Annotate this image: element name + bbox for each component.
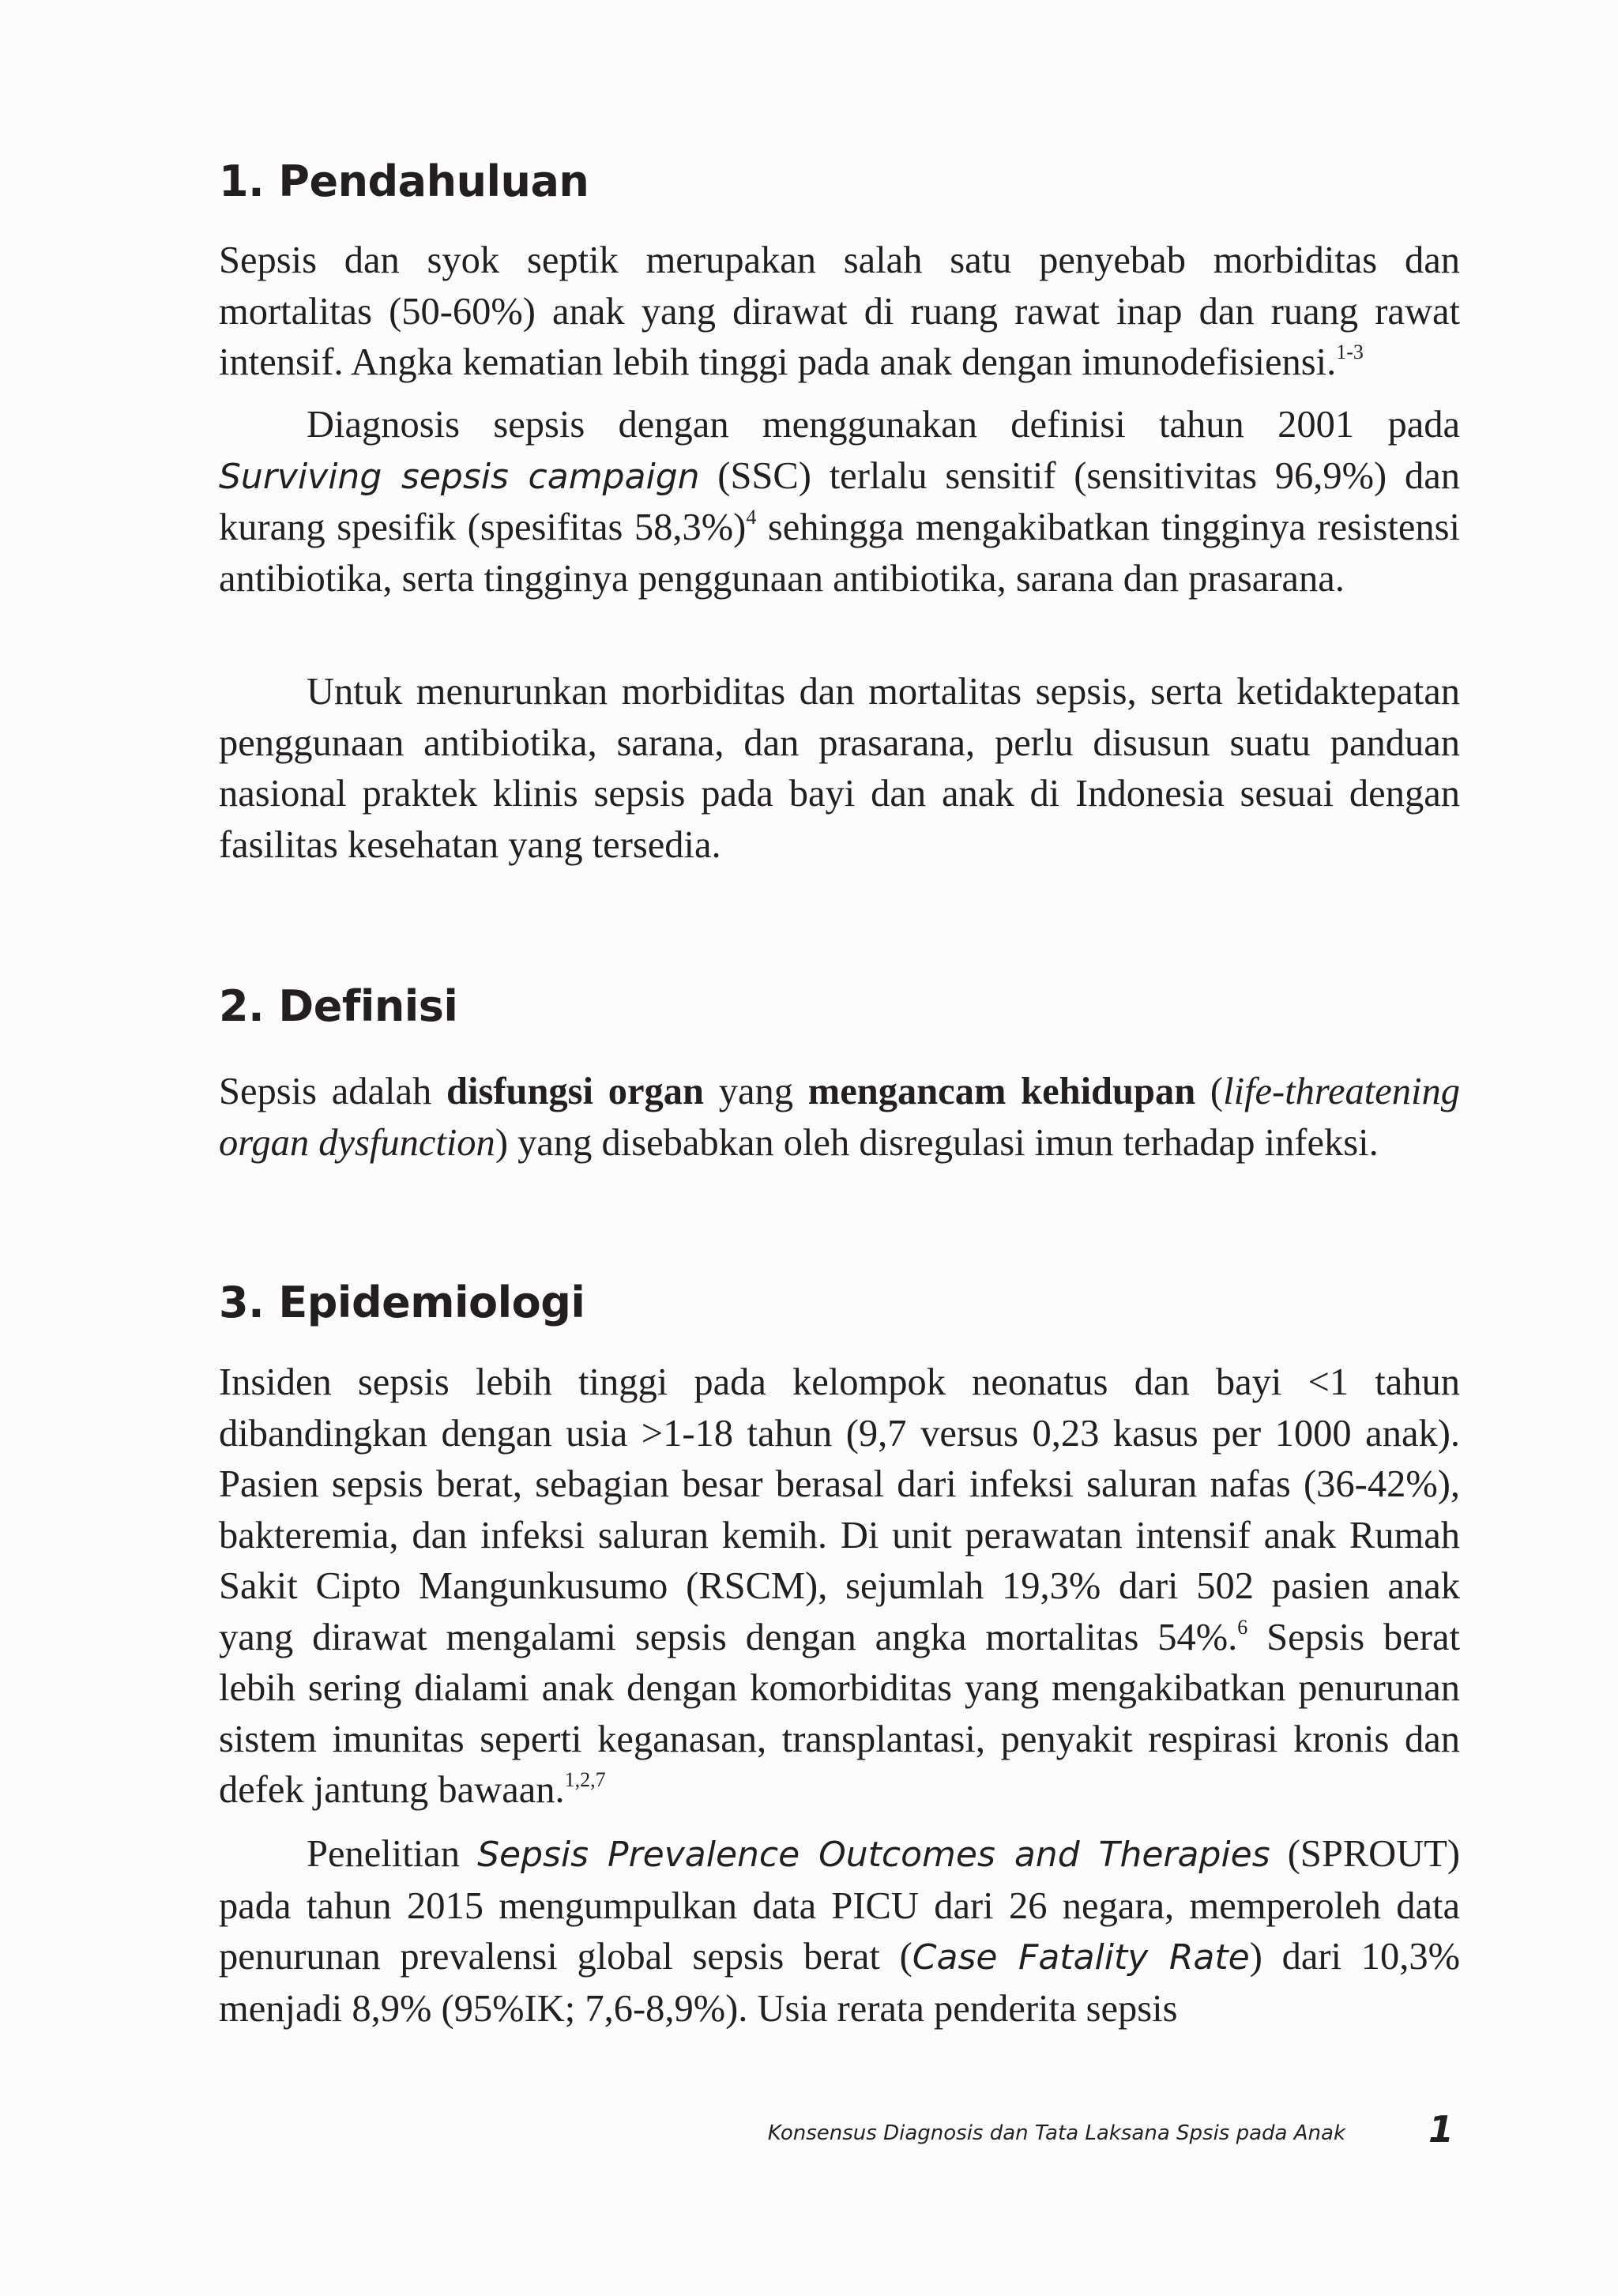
paragraph-text: ( (1195, 1071, 1224, 1112)
section-heading-epidemiologi: 3. Epidemiologi (219, 1278, 585, 1327)
paragraph-pendahuluan-3: Untuk menurunkan morbiditas dan mortalitas sepsis, serta ketidaktepatan penggunaan antibiotika, sarana, dan prasarana, perlu disusun suatu panduan nasional praktek klinis sepsis pada bayi dan anak di Indonesia sesuai dengan fasilitas kesehatan yang tersedia. (219, 671, 1460, 866)
paragraph-text: ) dari 10,3% menjadi 8,9% (95%IK; 7,6-8,9%). Usia rerata penderita sepsis (219, 1936, 1460, 2030)
citation-ref: 1-3 (1336, 341, 1364, 363)
paragraph-text: Sepsis berat lebih sering dialami anak dengan komorbiditas yang mengakibatkan penurunan sistem imunitas seperti keganasan, transplantasi, penyakit respirasi kronis dan defek jantung bawaan. (219, 1616, 1460, 1811)
term-surviving-sepsis-campaign: Surviving sepsis campaign (219, 456, 700, 497)
bold-term-mengancam-kehidupan: mengancam kehidupan (807, 1071, 1196, 1112)
term-case-fatality-rate: Case Fatality Rate (912, 1937, 1250, 1978)
paragraph-epidemiologi-2 (219, 1829, 1460, 2034)
paragraph-text: ) yang disebabkan oleh disregulasi imun terhadap infeksi. (495, 1121, 1379, 1164)
paragraph-epidemiologi-1 (219, 1357, 1460, 1816)
citation-ref: 1,2,7 (564, 1768, 606, 1791)
paragraph-definisi (219, 1067, 1460, 1169)
paragraph-text: sehingga mengakibatkan tingginya resistensi antibiotika, serta tingginya penggunaan antibiotika, sarana dan prasarana. (219, 506, 1460, 600)
paragraph-text: Penelitian (307, 1833, 478, 1875)
paragraph-text: Insiden sepsis lebih tinggi pada kelompok neonatus dan bayi <1 tahun dibandingkan dengan usia >1-18 tahun (9,7 versus 0,23 kasus per 1000 anak). Pasien sepsis berat, sebagian besar berasal dari infeksi saluran nafas (36-42%), bakteremia, dan infeksi saluran kemih. Di unit perawatan intensif anak Rumah Sakit Cipto Mangunkusumo (RSCM), sejumlah 19,3% dari 502 pasien anak yang dirawat mengalami sepsis dengan angka mortalitas 54%. (219, 1361, 1460, 1658)
paragraph-text: Diagnosis sepsis dengan menggunakan definisi tahun 2001 pada (307, 404, 1460, 446)
paragraph-text: yang (704, 1071, 808, 1112)
paragraph-pendahuluan-1 (219, 235, 1460, 389)
paragraph-pendahuluan-2 (219, 400, 1460, 604)
page-number: 1 (1428, 2108, 1454, 2151)
paragraph-text: (SPROUT) pada tahun 2015 mengumpulkan data PICU dari 26 negara, memperoleh data penurunan prevalensi global sepsis berat ( (219, 1833, 1461, 1978)
term-sprout: Sepsis Prevalence Outcomes and Therapies (477, 1835, 1270, 1875)
paragraph-text: (SSC) terlalu sensitif (sensitivitas 96,9%) dan kurang spesifik (spesifitas 58,3%) (219, 454, 1461, 548)
running-footer-title: Konsensus Diagnosis dan Tata Laksana Spsis pada Anak (767, 2121, 1345, 2145)
citation-ref: 6 (1237, 1615, 1248, 1639)
italic-term-english: life-threatening organ dysfunction (219, 1071, 1460, 1164)
paragraph-text: Sepsis dan syok septik merupakan salah satu penyebab morbiditas dan mortalitas (50-60%) anak yang dirawat di ruang rawat inap dan ruang rawat intensif. Angka kematian lebih tinggi pada anak dengan imunodefisiensi. (219, 239, 1460, 383)
bold-term-disfungsi-organ: disfungsi organ (446, 1071, 705, 1112)
section-heading-definisi: 2. Definisi (219, 981, 458, 1031)
citation-ref: 4 (746, 506, 757, 529)
section-heading-pendahuluan: 1. Pendahuluan (219, 156, 589, 206)
paragraph-text: Sepsis adalah (219, 1071, 447, 1112)
